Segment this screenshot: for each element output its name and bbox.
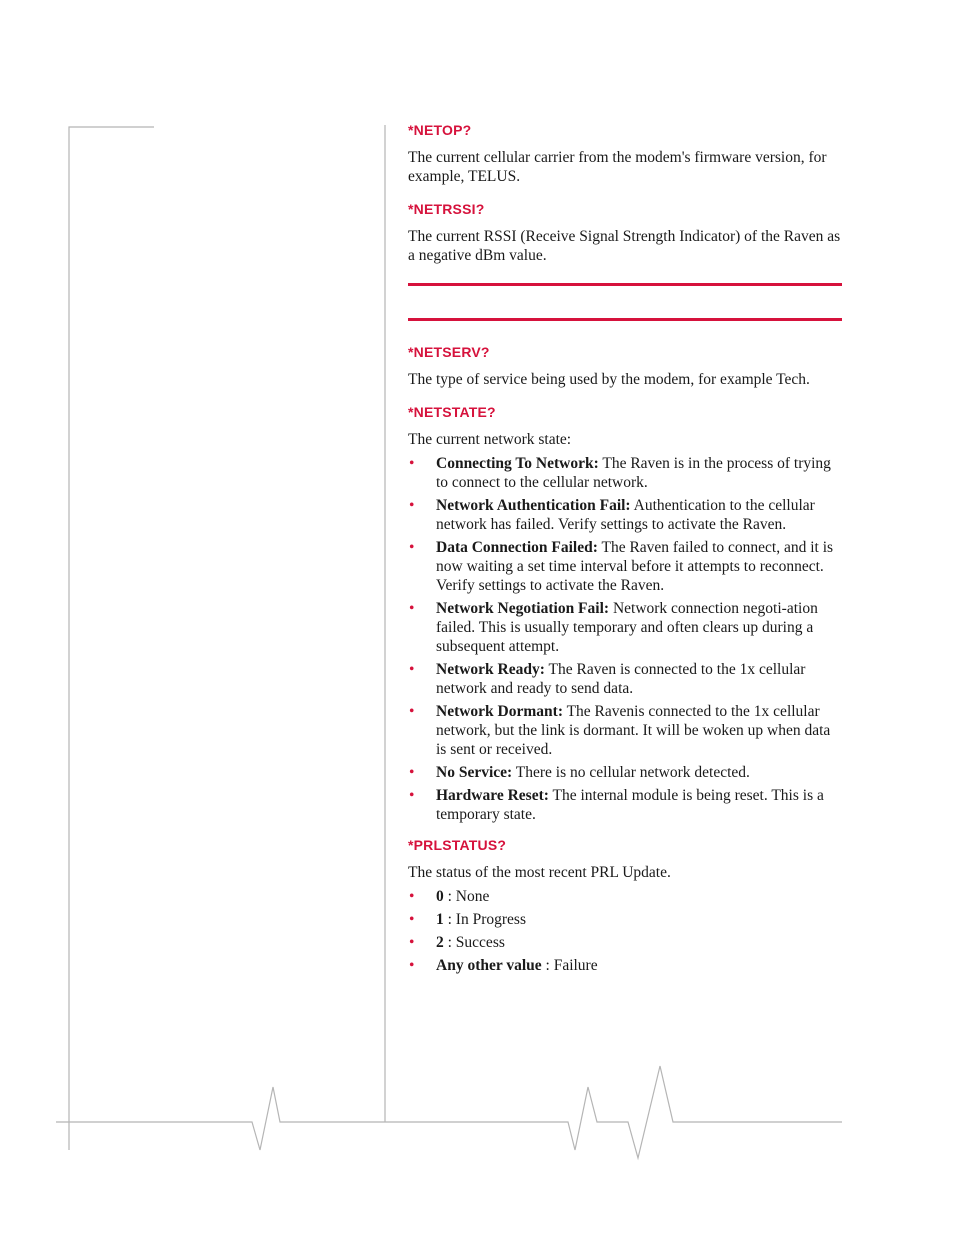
item-term: Network Dormant: <box>436 703 563 720</box>
item-desc: : None <box>443 888 490 905</box>
item-desc: : Failure <box>541 957 598 974</box>
heading-netstate: *NETSTATE? <box>408 404 496 420</box>
list-item <box>408 660 842 698</box>
list-item <box>408 887 842 906</box>
bullet-icon: • <box>409 497 415 514</box>
text-prlstatus: The status of the most recent PRL Update. <box>408 864 671 881</box>
item-desc: The Raven failed to connect, and it is now waiting a set time interval before it attempts to reconnect. Verify settings to activate the Raven. <box>436 539 834 594</box>
item-term: Hardware Reset: <box>436 787 549 804</box>
item-desc: The Raven is in the process of trying to connect to the cellular network. <box>436 455 831 491</box>
list-item <box>408 910 842 929</box>
bullet-icon: • <box>409 888 415 905</box>
section-prlstatus <box>408 836 842 975</box>
frame-top-left-line <box>69 127 154 1150</box>
item-desc: : In Progress <box>443 911 526 928</box>
bullet-icon: • <box>409 539 415 556</box>
item-desc: The Raven is connected to the 1x cellular network and ready to send data. <box>436 661 806 697</box>
item-term: Network Negotiation Fail: <box>436 600 610 617</box>
heading-netrssi: *NETRSSI? <box>408 201 485 217</box>
divider-rule-top <box>408 283 842 286</box>
heading-netop: *NETOP? <box>408 122 472 138</box>
text-netrssi: The current RSSI (Receive Signal Strength Indicator) of the Raven as a negative dBm value. <box>408 228 841 264</box>
item-term: Connecting To Network: <box>436 455 599 472</box>
bullet-icon: • <box>409 957 415 974</box>
item-desc: Network connection negoti-ation failed. This is usually temporary and often clears up during a subsequent attempt. <box>436 600 818 655</box>
item-term: 1 <box>436 911 444 928</box>
item-desc: : Success <box>443 934 505 951</box>
section-netrssi <box>408 200 842 265</box>
list-item <box>408 496 842 534</box>
heading-prlstatus: *PRLSTATUS? <box>408 837 507 853</box>
item-term: 2 <box>436 934 444 951</box>
list-item <box>408 786 842 824</box>
bullet-icon: • <box>409 703 415 720</box>
list-item <box>408 763 842 782</box>
list-item <box>408 702 842 759</box>
item-desc: The Ravenis connected to the 1x cellular network, but the link is dormant. It will be woken up when data is sent or received. <box>436 703 831 758</box>
content-column <box>408 121 842 987</box>
item-desc: The internal module is being reset. This is a temporary state. <box>436 787 824 823</box>
bullet-icon: • <box>409 661 415 678</box>
bullet-icon: • <box>409 600 415 617</box>
list-item <box>408 956 842 975</box>
list-item <box>408 538 842 595</box>
list-item <box>408 933 842 952</box>
bullet-icon: • <box>409 934 415 951</box>
item-term: 0 <box>436 888 444 905</box>
list-item <box>408 454 842 492</box>
frame-bottom-waveform <box>56 1066 842 1158</box>
netstate-list <box>408 454 842 824</box>
bullet-icon: • <box>409 764 415 781</box>
section-netserv <box>408 343 842 389</box>
list-item <box>408 599 842 656</box>
item-term: Data Connection Failed: <box>436 539 598 556</box>
heading-netserv: *NETSERV? <box>408 344 490 360</box>
item-term: No Service: <box>436 764 513 781</box>
bullet-icon: • <box>409 911 415 928</box>
item-term: Network Ready: <box>436 661 545 678</box>
section-netop <box>408 121 842 186</box>
item-term: Network Authentication Fail: <box>436 497 631 514</box>
item-desc: There is no cellular network detected. <box>512 764 750 781</box>
text-netserv: The type of service being used by the modem, for example Tech. <box>408 371 810 388</box>
prl-list <box>408 887 842 975</box>
text-netop: The current cellular carrier from the modem's firmware version, for example, TELUS. <box>408 149 827 185</box>
divider-rule-bottom <box>408 318 842 321</box>
item-term: Any other value <box>436 957 542 974</box>
text-netstate: The current network state: <box>408 431 572 448</box>
section-netstate <box>408 403 842 824</box>
bullet-icon: • <box>409 787 415 804</box>
item-desc: Authentication to the cellular network has failed. Verify settings to activate the Raven. <box>436 497 815 533</box>
bullet-icon: • <box>409 455 415 472</box>
